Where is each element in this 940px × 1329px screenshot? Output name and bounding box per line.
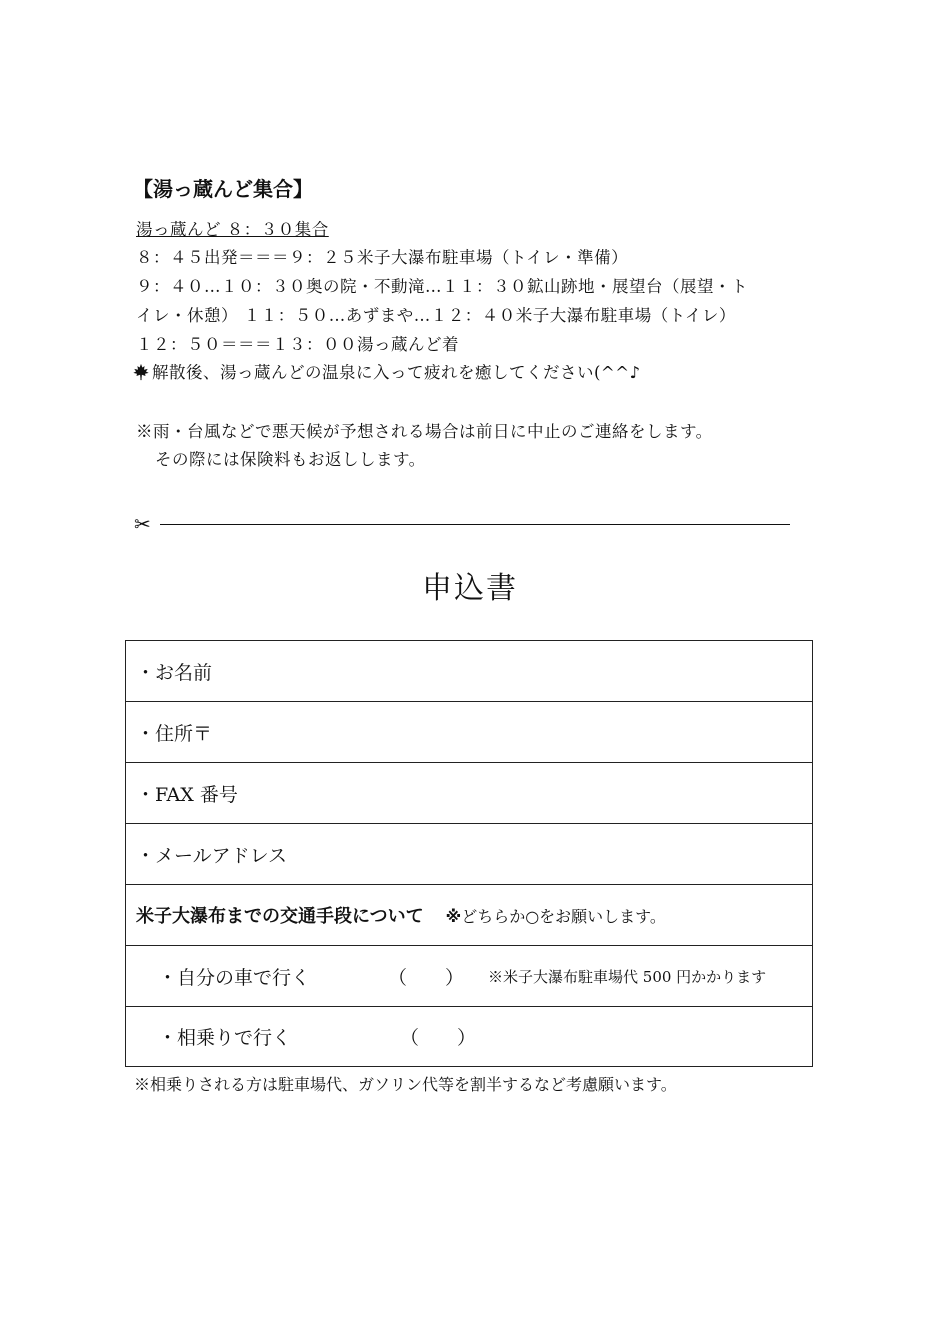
- transport-note: ※どちらか○をお願いします。: [445, 906, 666, 926]
- form-title: 申込書: [422, 571, 518, 606]
- option-carpool-checkbox[interactable]: （ ）: [400, 1027, 477, 1049]
- after-note-text: 解散後、湯っ蔵んどの温泉に入って疲れを癒してください(^^♪: [152, 363, 641, 382]
- address-field-label: ・住所〒: [136, 722, 213, 745]
- rain-notice: ※雨・台風などで悪天候が予想される場合は前日に中止のご連絡をします。: [136, 422, 713, 441]
- scissors-icon: ✂: [134, 512, 151, 536]
- name-field-label: ・お名前: [136, 661, 213, 684]
- address-field[interactable]: [126, 702, 812, 763]
- parking-fee-note: ※米子大瀑布駐車場代 500 円かかります: [488, 967, 767, 986]
- fax-field[interactable]: [126, 763, 812, 824]
- option-own-car-label: ・自分の車で行く: [158, 966, 311, 989]
- schedule-line-4: １２：５０＝＝＝１３：００湯っ蔵んど着: [136, 335, 459, 354]
- fax-field-label: ・FAX 番号: [136, 783, 238, 806]
- refund-notice: その際には保険料もお返しします。: [155, 450, 426, 469]
- meeting-time-line: 湯っ蔵んど ８：３０集合: [136, 220, 329, 239]
- carpool-footnote: ※相乗りされる方は駐車場代、ガソリン代等を割半するなど考慮願います。: [134, 1075, 677, 1094]
- name-field[interactable]: [126, 641, 812, 702]
- cut-line: [134, 512, 790, 536]
- option-carpool-row: [126, 1007, 812, 1066]
- transport-heading: 米子大瀑布までの交通手段について: [136, 906, 424, 927]
- option-own-car-row: [126, 946, 812, 1007]
- email-field[interactable]: [126, 824, 812, 885]
- option-own-car-checkbox[interactable]: （ ）: [388, 966, 465, 989]
- meeting-title: 【湯っ蔵んど集合】: [133, 177, 313, 201]
- application-form: [125, 640, 813, 1067]
- schedule-line-1: ８：４５出発＝＝＝９：２５米子大瀑布駐車場（トイレ・準備）: [136, 248, 629, 267]
- email-field-label: ・メールアドレス: [136, 844, 288, 867]
- schedule-line-2: ９：４０…１０：３０奥の院・不動滝…１１：３０鉱山跡地・展望台（展望・ト: [136, 277, 748, 296]
- maple-leaf-icon: [132, 363, 150, 381]
- transport-heading-row: [126, 885, 812, 946]
- schedule-line-3: イレ・休憩） １１：５０…あずまや…１２：４０米子大瀑布駐車場（トイレ）: [136, 306, 736, 325]
- option-carpool-label: ・相乗りで行く: [158, 1027, 292, 1049]
- cut-dash: [160, 524, 790, 525]
- after-note: [132, 359, 641, 383]
